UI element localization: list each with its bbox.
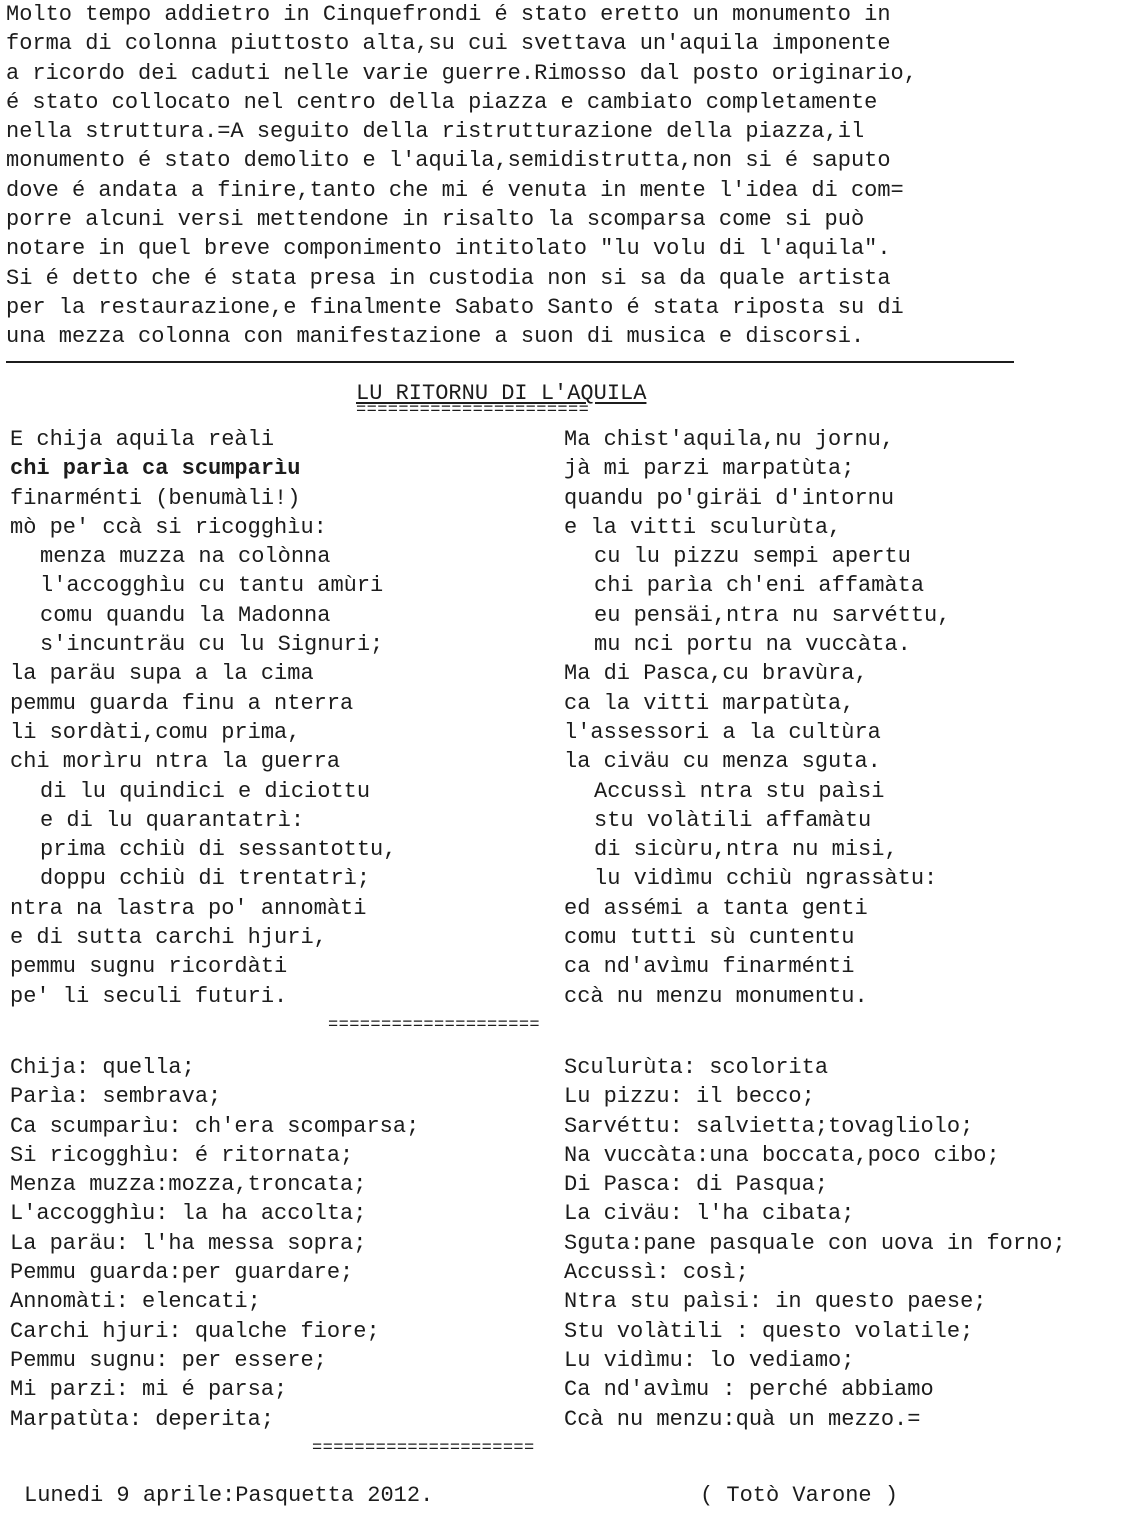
glossary-entry: Ca nd'avìmu : perché abbiamo <box>564 1377 934 1403</box>
poem-right-column <box>564 425 950 1011</box>
verse-line: mu nci portu na vuccàta. <box>594 632 911 658</box>
verse-line: l'assessori a la cultùra <box>564 719 881 745</box>
glossary-entry: Sguta:pane pasquale con uova in forno; <box>564 1230 1066 1256</box>
intro-line: forma di colonna piuttosto alta,su cui svettava un'aquila imponente <box>6 31 891 57</box>
verse-line: lu vidìmu cchiù ngrassàtu: <box>594 866 938 892</box>
verse-line: comu tutti sù cuntentu <box>564 925 855 951</box>
verse-line: Ma di Pasca,cu bravùra, <box>564 661 868 687</box>
verse-line: s'incunträu cu lu Signuri; <box>40 632 384 658</box>
verse-line: pe' li seculi futuri. <box>10 983 288 1009</box>
glossary-entry: Mi parzi: mi é parsa; <box>10 1377 288 1403</box>
verse-line: la paräu supa a la cima <box>10 661 314 687</box>
glossary-left-column <box>10 1053 419 1434</box>
verse-line: e di lu quarantatrì: <box>40 807 305 833</box>
intro-line: é stato collocato nel centro della piazza e cambiato completamente <box>6 89 878 115</box>
verse-line: ccà nu menzu monumentu. <box>564 983 868 1009</box>
intro-line: Si é detto che é stata presa in custodia non si sa da quale artista <box>6 265 891 291</box>
horizontal-rule <box>6 361 1014 363</box>
verse-line: ca nd'avìmu finarménti <box>564 954 855 980</box>
verse-line: mò pe' ccà si ricogghìu: <box>10 514 327 540</box>
intro-line: notare in quel breve componimento intitolato "lu volu di l'aquila". <box>6 236 891 262</box>
glossary-entry: La civäu: l'ha cibata; <box>564 1201 855 1227</box>
glossary-entry: L'accogghìu: la ha accolta; <box>10 1201 367 1227</box>
glossary-entry: Ntra stu paìsi: in questo paese; <box>564 1289 987 1315</box>
glossary-entry: Pemmu guarda:per guardare; <box>10 1260 354 1286</box>
intro-line: nella struttura.=A seguito della ristrutturazione della piazza,il <box>6 119 865 145</box>
glossary-entry: Lu pizzu: il becco; <box>564 1084 815 1110</box>
verse-line: la civäu cu menza sguta. <box>564 749 881 775</box>
glossary-entry: Pemmu sugnu: per essere; <box>10 1347 327 1373</box>
verse-line: e di sutta carchi hjuri, <box>10 925 327 951</box>
glossary-entry: Lu vidìmu: lo vediamo; <box>564 1347 855 1373</box>
glossary-entry: Ccà nu menzu:quà un mezzo.= <box>564 1406 921 1432</box>
verse-line: di sicùru,ntra nu misi, <box>594 837 898 863</box>
verse-line: ntra na lastra po' annomàti <box>10 895 367 921</box>
verse-line: menza muzza na colònna <box>40 544 331 570</box>
glossary-entry: Marpatùta: deperita; <box>10 1406 275 1432</box>
glossary-entry: Parìa: sembrava; <box>10 1084 222 1110</box>
glossary-entry: Ca scumparìu: ch'era scomparsa; <box>10 1113 420 1139</box>
poem-title: LU RITORNU DI L'AQUILA <box>356 381 647 406</box>
verse-line: eu pensäi,ntra nu sarvéttu, <box>594 602 951 628</box>
glossary-entry: Annomàti: elencati; <box>10 1289 261 1315</box>
verse-line: prima cchiù di sessantottu, <box>40 837 397 863</box>
verse-line: Ma chist'aquila,nu jornu, <box>564 427 895 452</box>
glossary-entry: Si ricogghìu: é ritornata; <box>10 1142 354 1168</box>
intro-paragraph <box>6 0 1118 352</box>
verse-line: pemmu sugnu ricordàti <box>10 954 288 980</box>
verse-line: comu quandu la Madonna <box>40 602 331 628</box>
glossary-entry: Chija: quella; <box>10 1055 195 1080</box>
verse-line: ed assémi a tanta genti <box>564 895 868 921</box>
title-double-underline: ====================== <box>356 404 590 418</box>
verse-line: cu lu pizzu sempi apertu <box>594 544 911 570</box>
verse-line: Accussì ntra stu paìsi <box>594 778 885 804</box>
intro-line: per la restaurazione,e finalmente Sabato Santo é stata riposta su di <box>6 294 904 320</box>
poem-left-column <box>10 425 396 1011</box>
verse-line: finarménti (benumàli!) <box>10 485 301 511</box>
glossary-entry: Sarvéttu: salvietta;tovagliolo; <box>564 1113 974 1139</box>
verse-line: ca la vitti marpatùta, <box>564 690 855 716</box>
verse-line: stu volàtili affamàtu <box>594 807 872 833</box>
footer-date: Lunedi 9 aprile:Pasquetta 2012. <box>24 1483 434 1508</box>
intro-line: una mezza colonna con manifestazione a suon di musica e discorsi. <box>6 324 865 350</box>
intro-line: monumento é stato demolito e l'aquila,semidistrutta,non si é saputo <box>6 148 891 174</box>
poem-divider: ==================== <box>328 1019 541 1033</box>
verse-line: di lu quindici e diciottu <box>40 778 371 804</box>
glossary-entry: La paräu: l'ha messa sopra; <box>10 1230 367 1256</box>
glossary-entry: Di Pasca: di Pasqua; <box>564 1172 829 1198</box>
glossary-entry: Sculurùta: scolorita <box>564 1055 829 1080</box>
footer-author: ( Totò Varone ) <box>700 1483 899 1508</box>
verse-line: l'accogghìu cu tantu amùri <box>40 573 384 599</box>
intro-line: a ricordo dei caduti nelle varie guerre.Rimosso dal posto originario, <box>6 60 917 86</box>
verse-line: E chija aquila reàli <box>10 427 275 452</box>
verse-line: jà mi parzi marpatùta; <box>564 456 855 482</box>
verse-line: chi morìru ntra la guerra <box>10 749 341 775</box>
glossary-end-rule: ===================== <box>312 1442 535 1456</box>
verse-line: pemmu guarda finu a nterra <box>10 690 354 716</box>
intro-line: porre alcuni versi mettendone in risalto la scomparsa come si può <box>6 207 865 233</box>
verse-line: doppu cchiù di trentatrì; <box>40 866 371 892</box>
intro-line: dove é andata a finire,tanto che mi é venuta in mente l'idea di com= <box>6 177 904 203</box>
verse-line: chi parìa ca scumparìu <box>10 456 301 482</box>
intro-line: Molto tempo addietro in Cinquefrondi é stato eretto un monumento in <box>6 2 891 27</box>
glossary-entry: Accussì: così; <box>564 1260 749 1286</box>
verse-line: li sordàti,comu prima, <box>10 719 301 745</box>
verse-line: quandu po'giräi d'intornu <box>564 485 895 511</box>
glossary-entry: Stu volàtili : questo volatile; <box>564 1318 974 1344</box>
verse-line: e la vitti sculurùta, <box>564 514 842 540</box>
verse-line: chi parìa ch'eni affamàta <box>594 573 925 599</box>
glossary-entry: Carchi hjuri: qualche fiore; <box>10 1318 380 1344</box>
glossary-entry: Na vuccàta:una boccata,poco cibo; <box>564 1142 1000 1168</box>
glossary-right-column <box>564 1053 1125 1434</box>
glossary-entry: Menza muzza:mozza,troncata; <box>10 1172 367 1198</box>
